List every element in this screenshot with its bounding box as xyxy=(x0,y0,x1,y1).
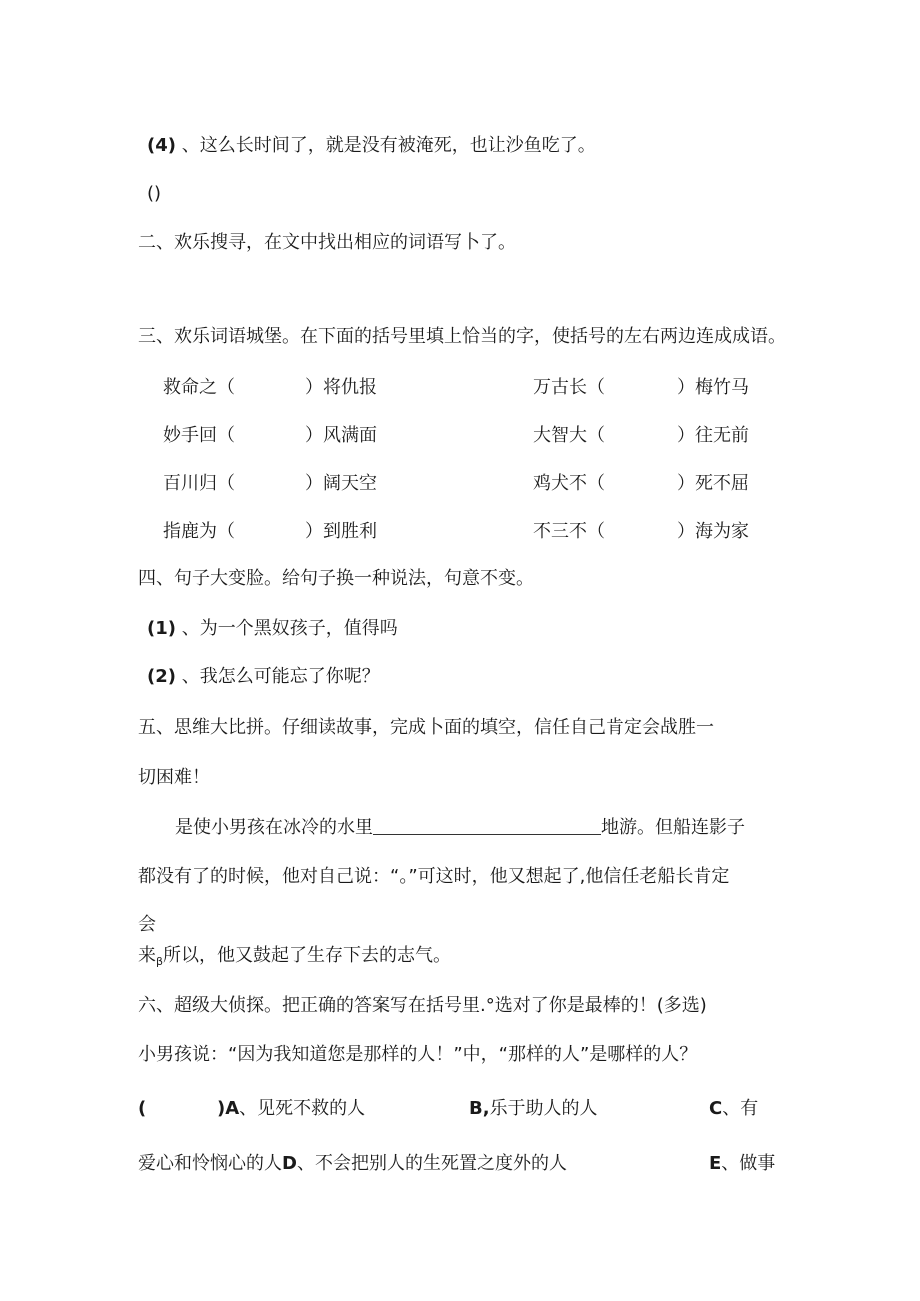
option-text: 爱心和怜悯心的人 xyxy=(138,1153,282,1174)
answer-paren-open[interactable]: ( xyxy=(138,1098,147,1119)
option-label: E xyxy=(709,1153,722,1174)
option-text: 、做事 xyxy=(721,1153,776,1174)
option-text: 、不会把别人的生死置之度外的人 xyxy=(296,1153,567,1174)
section-4-title: 四、句子大变脸。给句子换一种说法，句意不变。 xyxy=(138,568,534,589)
story-text: 来 xyxy=(138,945,156,966)
section-4-item-1 xyxy=(147,617,398,641)
idiom-right-3-b: ）死不屈 xyxy=(677,473,749,494)
option-e[interactable] xyxy=(709,1152,775,1176)
idiom-right-3-a: 鸡犬不（ xyxy=(533,473,605,494)
story-line-1 xyxy=(175,816,745,840)
option-label: D xyxy=(282,1153,297,1174)
section-2-title: 二、欢乐搜寻，在文中找出相应的词语写卜了。 xyxy=(138,232,516,253)
option-a[interactable] xyxy=(217,1097,365,1121)
idiom-left-1-b: ）将仇报 xyxy=(305,377,377,398)
question-text: 、这么长时间了，就是没有被淹死，也让沙鱼吃了。 xyxy=(181,135,596,156)
option-c-d-line[interactable] xyxy=(138,1152,567,1176)
section-6-title: 六、超级大侦探。把正确的答案写在括号里.°选对了你是最棒的！(多选) xyxy=(138,995,707,1016)
story-text: 地游。但船连影子 xyxy=(601,817,745,838)
section-4-item-2 xyxy=(147,665,380,689)
option-label: B, xyxy=(469,1098,490,1119)
idiom-left-4-b: ）到胜利 xyxy=(305,521,377,542)
section-3-title: 三、欢乐词语城堡。在下面的括号里填上恰当的字，使括号的左右两边连成成语。 xyxy=(138,326,786,347)
option-text: 、见死不救的人 xyxy=(239,1098,366,1119)
option-text: 乐于助人的人 xyxy=(489,1098,598,1119)
idiom-right-4-a: 不三不（ xyxy=(533,521,605,542)
section-6-question: 小男孩说：“因为我知道您是那样的人！”中，“那样的人”是哪样的人？ xyxy=(138,1044,698,1065)
story-text: 是使小男孩在冰冷的水里 xyxy=(175,817,373,838)
idiom-left-2-a: 妙手回（ xyxy=(163,425,235,446)
option-label: )A xyxy=(217,1098,240,1119)
idiom-right-4-b: ）海为家 xyxy=(677,521,749,542)
option-text: 、有 xyxy=(722,1098,759,1119)
story-text: 所以，他又鼓起了生存下去的志气。 xyxy=(163,945,452,966)
idiom-left-4-a: 指鹿为（ xyxy=(163,521,235,542)
item-number: (1) xyxy=(147,618,176,639)
option-b[interactable] xyxy=(469,1097,598,1121)
idiom-right-1-a: 万古长（ xyxy=(533,377,605,398)
option-label: C xyxy=(709,1098,723,1119)
fill-blank[interactable] xyxy=(373,816,601,835)
section-5-title-line-2: 切困难！ xyxy=(138,767,210,788)
idiom-left-2-b: ）风满面 xyxy=(305,425,377,446)
answer-parens: () xyxy=(147,183,162,204)
idiom-left-3-a: 百川归（ xyxy=(163,473,235,494)
story-line-4 xyxy=(138,944,451,974)
idiom-right-2-b: ）往无前 xyxy=(677,425,749,446)
story-line-2: 都没有了的时候，他对自己说：“。”可这时，他又想起了,他信任老船长肯定 xyxy=(138,866,730,887)
story-line-3: 会 xyxy=(138,914,156,935)
stray-mark: β xyxy=(156,955,164,968)
question-4 xyxy=(147,134,596,158)
item-text: 、为一个黑奴孩子，值得吗 xyxy=(181,618,398,639)
item-text: 、我怎么可能忘了你呢？ xyxy=(181,666,380,687)
idiom-right-1-b: ）梅竹马 xyxy=(677,377,749,398)
section-5-title-line-1: 五、思维大比拼。仔细读故事，完成卜面的填空，信任自己肯定会战胜一 xyxy=(138,717,714,738)
idiom-right-2-a: 大智大（ xyxy=(533,425,605,446)
option-c[interactable] xyxy=(709,1097,758,1121)
idiom-left-3-b: ）阔天空 xyxy=(305,473,377,494)
question-number: (4) xyxy=(147,135,176,156)
idiom-left-1-a: 救命之（ xyxy=(163,377,235,398)
item-number: (2) xyxy=(147,666,176,687)
